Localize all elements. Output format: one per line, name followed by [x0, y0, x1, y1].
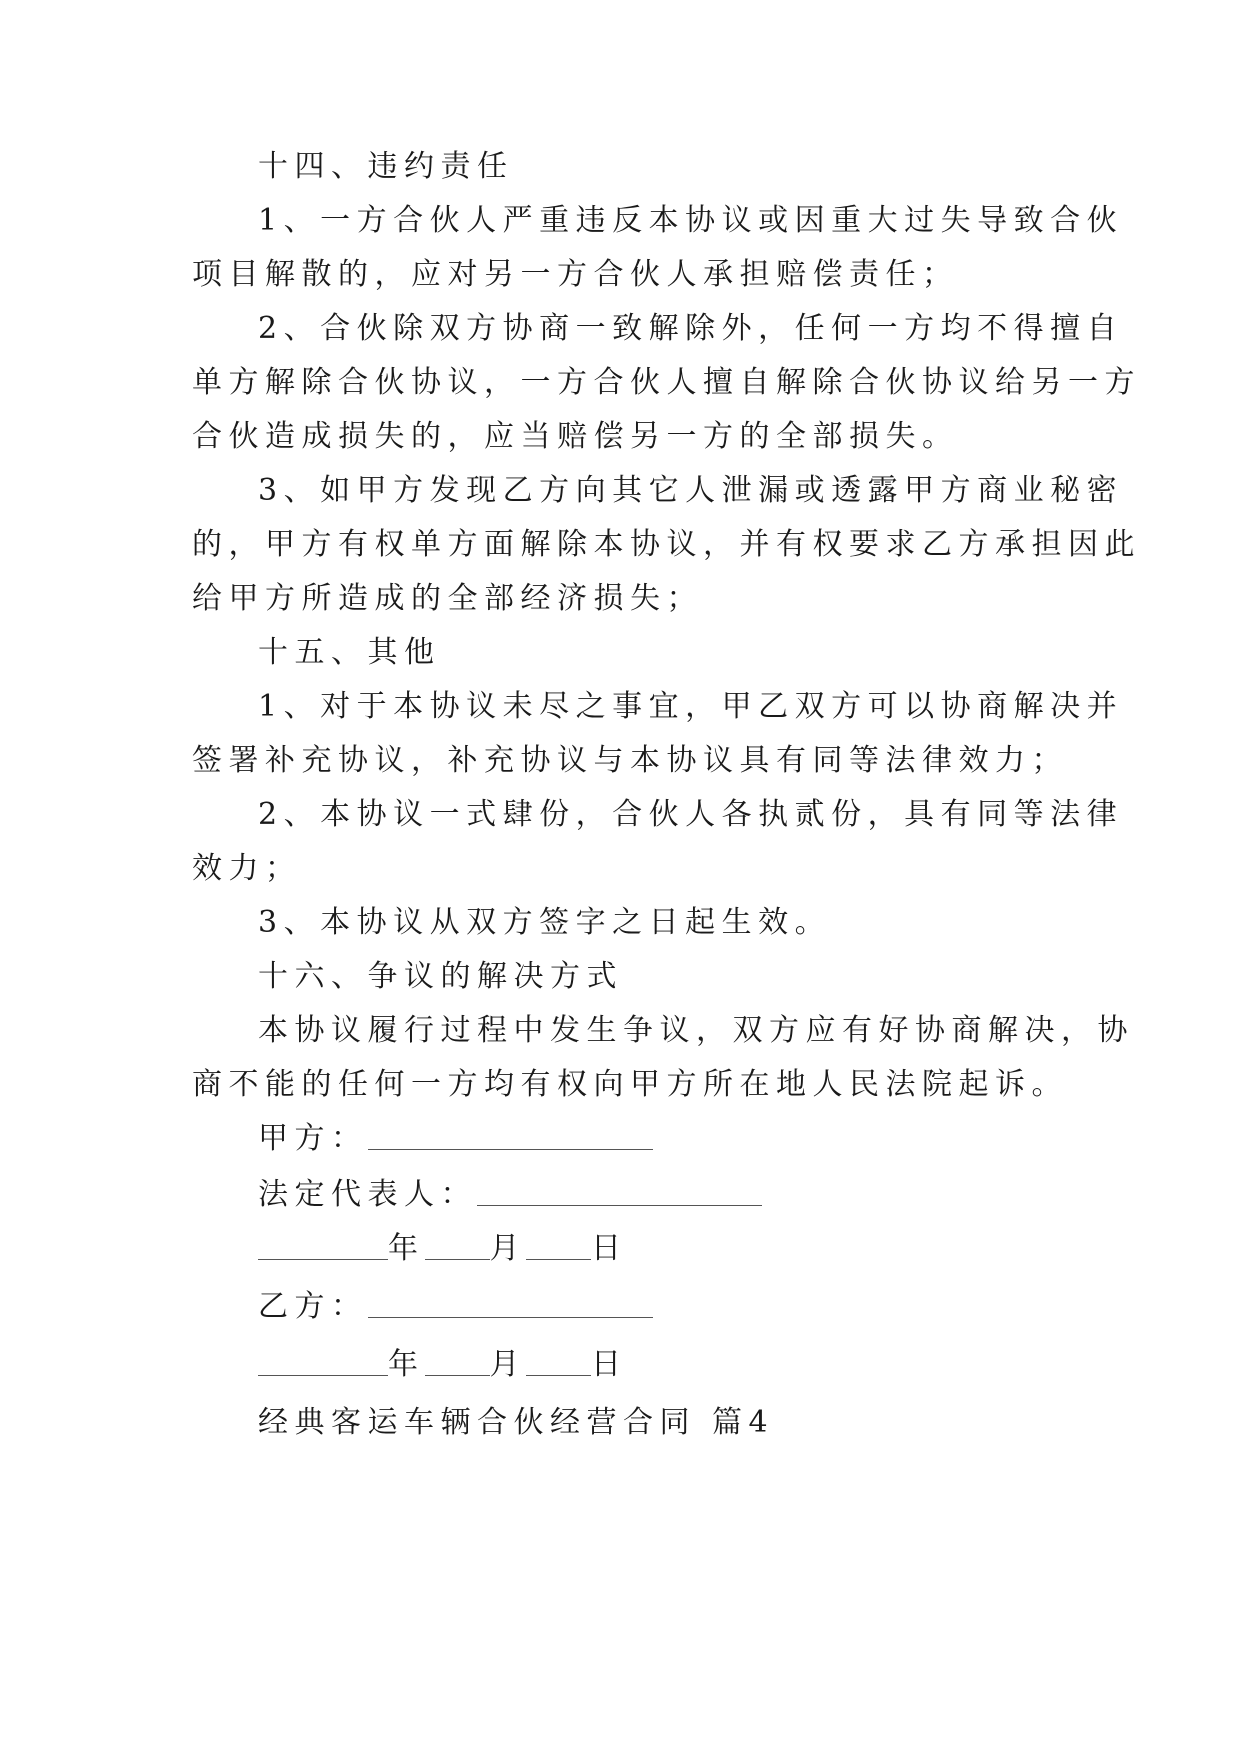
year-blank: [258, 1231, 388, 1260]
section-heading-15: 十五、其他: [258, 635, 441, 670]
paragraph-line: 签署补充协议，补充协议与本协议具有同等法律效力；: [192, 743, 1068, 778]
paragraph-line: 商不能的任何一方均有权向甲方所在地人民法院起诉。: [192, 1067, 1068, 1102]
year-label: 年: [388, 1231, 425, 1266]
section-heading-14: 十四、违约责任: [258, 149, 514, 184]
day-label: 日: [591, 1347, 628, 1382]
party-a-signature-line: [258, 1119, 653, 1159]
next-section-title: 经典客运车辆合伙经营合同 篇4: [258, 1405, 775, 1440]
paragraph-line: 3、如甲方发现乙方向其它人泄漏或透露甲方商业秘密: [258, 473, 1124, 508]
year-label: 年: [388, 1347, 425, 1382]
year-blank: [258, 1347, 388, 1376]
party-a-blank: [368, 1121, 653, 1150]
party-b-blank: [368, 1289, 653, 1318]
paragraph-line: 项目解散的，应对另一方合伙人承担赔偿责任；: [192, 257, 959, 292]
legal-rep-label: 法定代表人：: [258, 1177, 477, 1212]
paragraph-line: 合伙造成损失的，应当赔偿另一方的全部损失。: [192, 419, 959, 454]
paragraph-line: 3、本协议从双方签字之日起生效。: [258, 905, 832, 940]
day-blank: [526, 1231, 591, 1260]
paragraph-line: 单方解除合伙协议，一方合伙人擅自解除合伙协议给另一方: [192, 365, 1141, 400]
section-heading-16: 十六、争议的解决方式: [258, 959, 623, 994]
month-label: 月: [489, 1231, 526, 1266]
paragraph-line: 1、对于本协议未尽之事宜，甲乙双方可以协商解决并: [258, 689, 1124, 724]
paragraph-line: 给甲方所造成的全部经济损失；: [192, 581, 703, 616]
party-a-label: 甲方：: [258, 1121, 368, 1156]
party-b-signature-line: [258, 1287, 653, 1327]
day-label: 日: [591, 1231, 628, 1266]
party-b-label: 乙方：: [258, 1289, 368, 1324]
paragraph-line: 1、一方合伙人严重违反本协议或因重大过失导致合伙: [258, 203, 1124, 238]
paragraph-line: 本协议履行过程中发生争议，双方应有好协商解决，协: [258, 1013, 1134, 1048]
day-blank: [526, 1347, 591, 1376]
paragraph-line: 2、合伙除双方协商一致解除外，任何一方均不得擅自: [258, 311, 1124, 346]
month-label: 月: [489, 1347, 526, 1382]
paragraph-line: 2、本协议一式肆份，合伙人各执贰份，具有同等法律: [258, 797, 1124, 832]
date-line-b: [258, 1345, 628, 1385]
date-line-a: [258, 1229, 628, 1269]
month-blank: [425, 1347, 490, 1376]
paragraph-line: 的，甲方有权单方面解除本协议，并有权要求乙方承担因此: [192, 527, 1141, 562]
legal-rep-signature-line: [258, 1175, 762, 1215]
legal-rep-blank: [477, 1177, 762, 1206]
month-blank: [425, 1231, 490, 1260]
paragraph-line: 效力；: [192, 851, 302, 886]
